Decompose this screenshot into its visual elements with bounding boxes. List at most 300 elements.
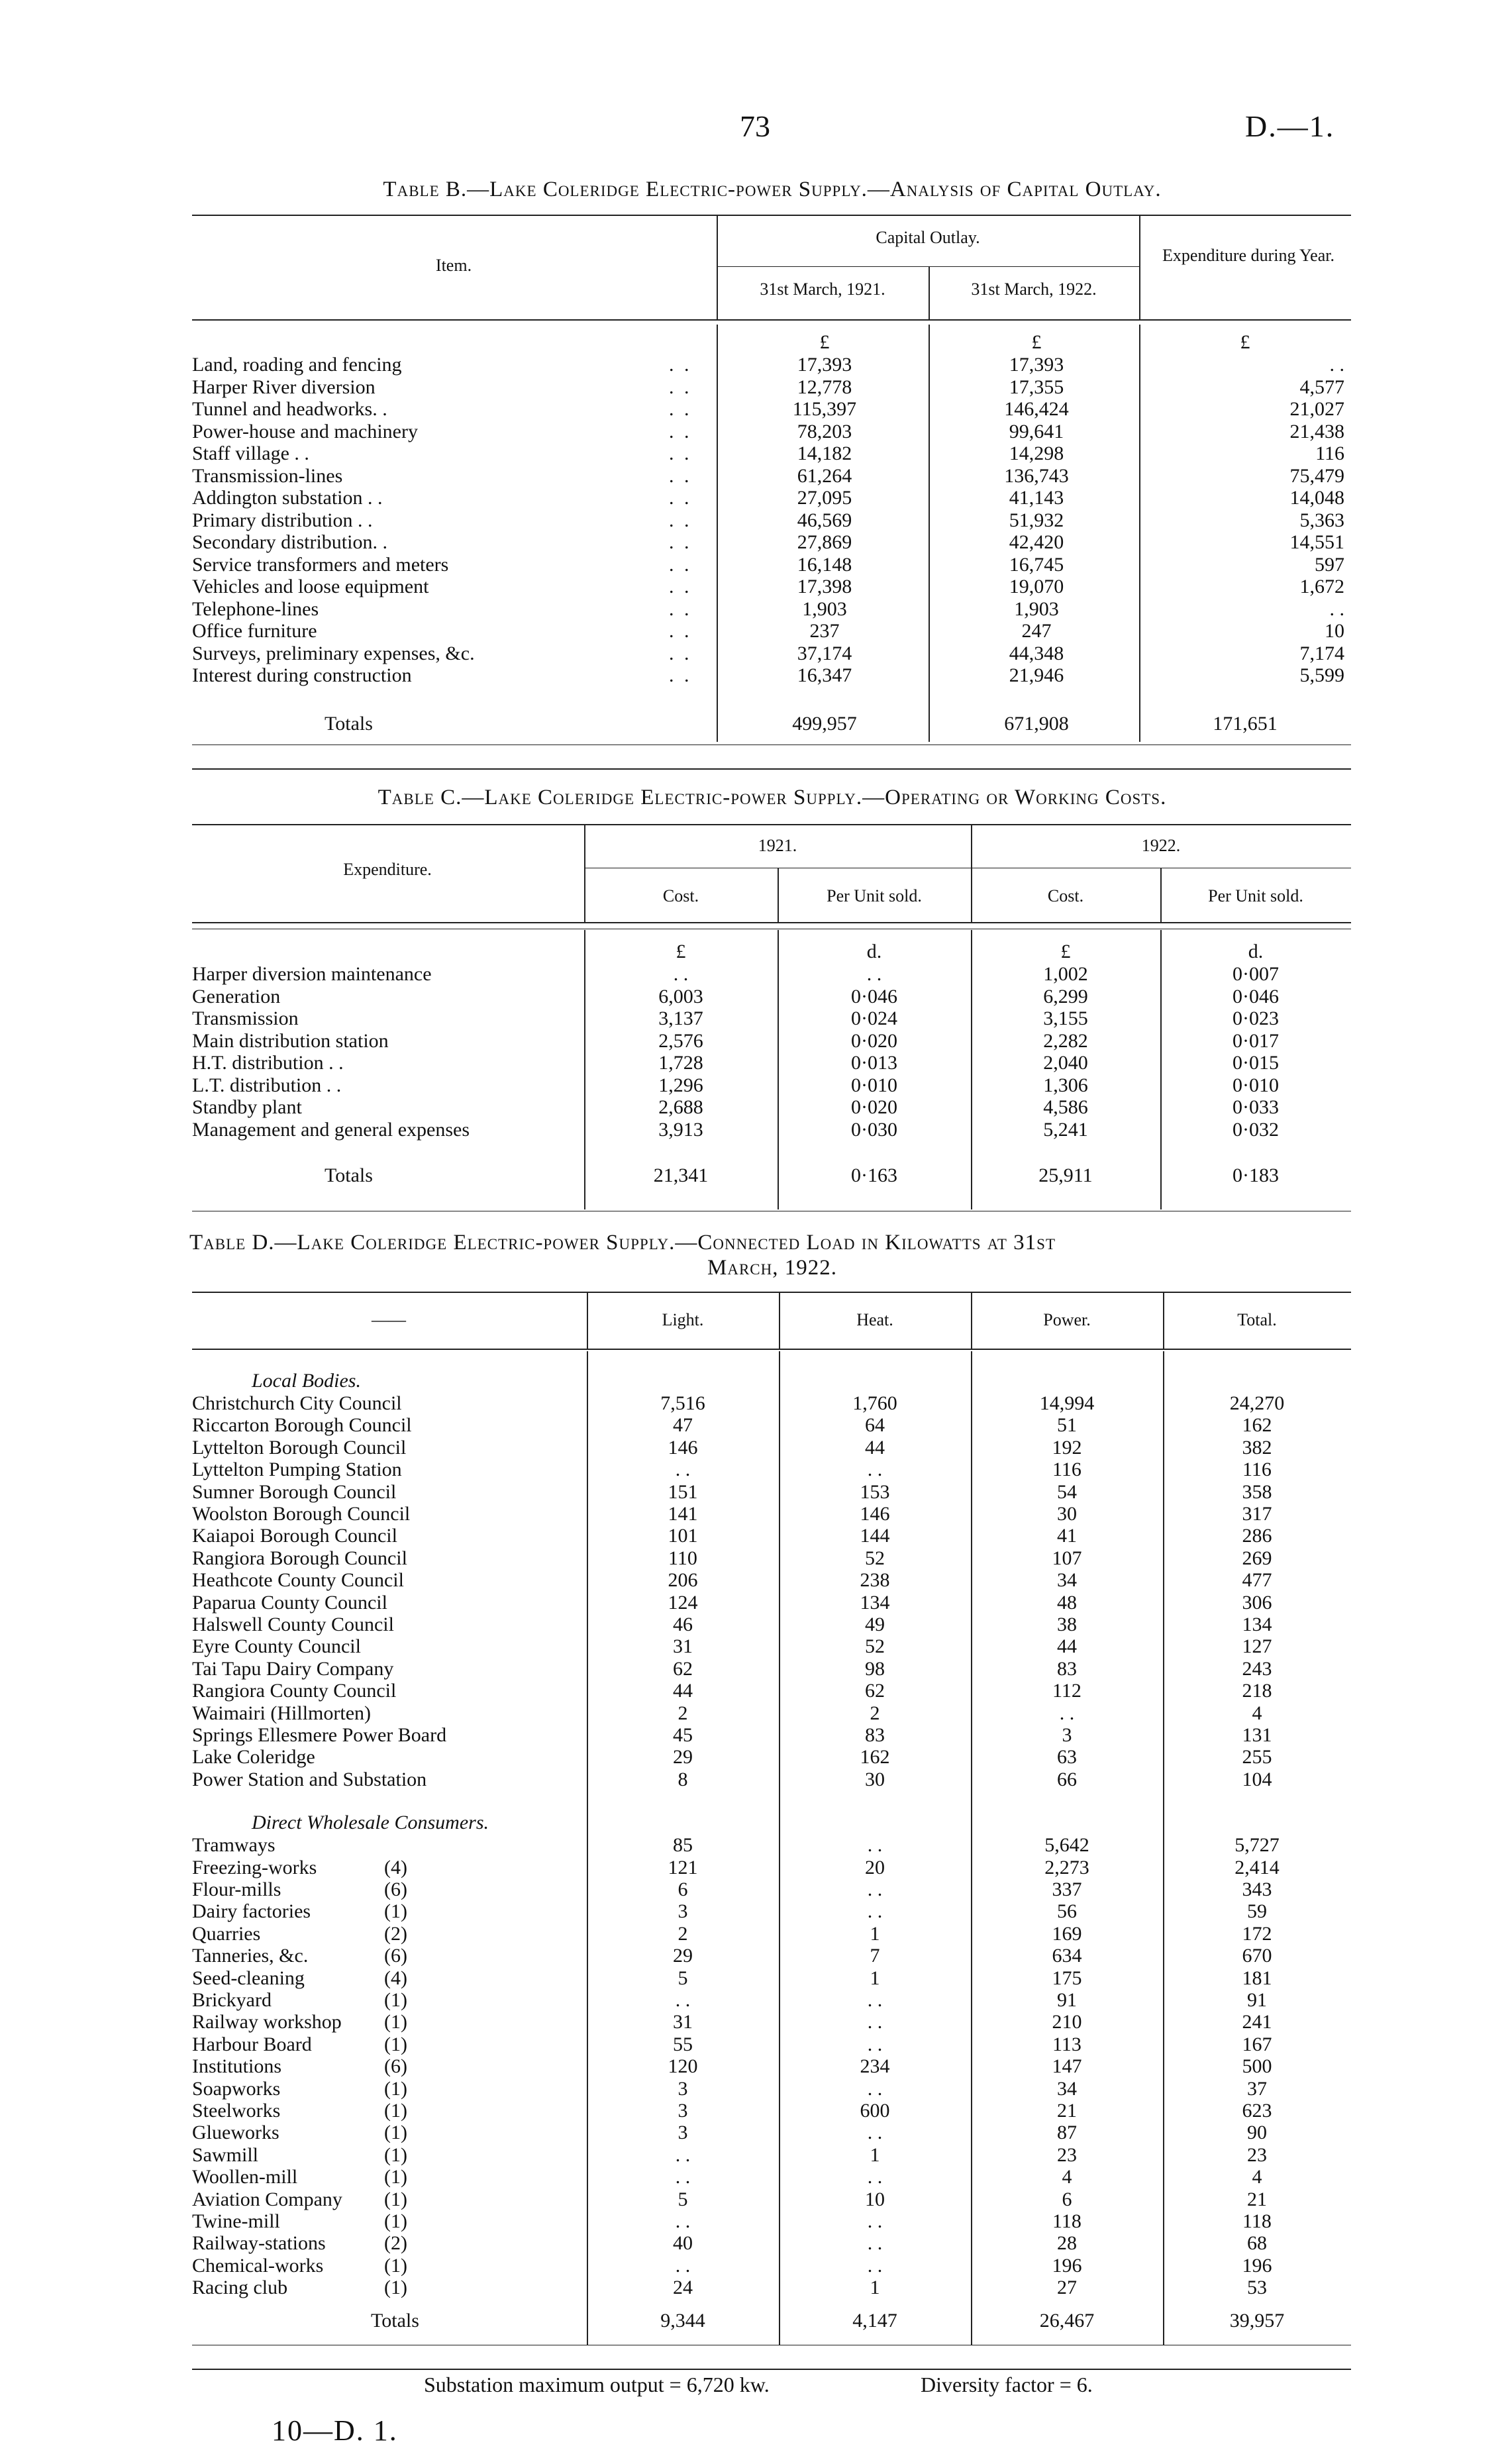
consumer-name: Sawmill [192, 2143, 259, 2166]
table-d-row [192, 2011, 1351, 2033]
table-d-row [192, 2232, 1351, 2255]
heat-value: . . [867, 1878, 883, 1900]
power-value: 21 [1057, 2100, 1077, 2122]
light-value: 44 [673, 1680, 693, 1702]
table-d-row [192, 1834, 1351, 1857]
consumer-count: (1) [384, 2143, 407, 2166]
leader-dots: . . [669, 509, 692, 531]
heat-value: 52 [865, 1635, 885, 1658]
power-value: 34 [1057, 2077, 1077, 2100]
total-value: 196 [1242, 2254, 1272, 2277]
heat-value: . . [867, 1989, 883, 2011]
unit-1922-value: 0·046 [1233, 985, 1279, 1007]
heat-value: 144 [860, 1525, 890, 1547]
row-item-label: Telephone-lines [192, 597, 319, 620]
heat-value: 20 [865, 1856, 885, 1878]
consumer-count: (1) [384, 1900, 407, 1923]
power-value: 175 [1052, 1967, 1082, 1989]
heat-value: 134 [860, 1591, 890, 1614]
table-c-totals-row [192, 1164, 1351, 1187]
total-value: 53 [1247, 2277, 1267, 2299]
capital-1921-value: 115,397 [792, 398, 857, 420]
capital-1922-value: 44,348 [1009, 642, 1064, 664]
capital-1922-value: 16,745 [1009, 553, 1064, 576]
cost-1922-value: 4,586 [1043, 1096, 1088, 1118]
expenditure-value: 4,577 [1299, 376, 1344, 398]
total-value: 172 [1242, 1922, 1272, 1945]
light-value: 55 [673, 2033, 693, 2055]
unit-1921-total: 0·163 [851, 1164, 897, 1186]
total-value: 218 [1242, 1680, 1272, 1702]
row-item-label: Staff village . . [192, 442, 309, 464]
power-value: . . [1059, 1702, 1075, 1724]
cost-1921-value: 3,913 [658, 1118, 703, 1141]
light-value: 62 [673, 1657, 693, 1680]
row-item-label: Service transformers and meters [192, 553, 449, 576]
heat-value: 98 [865, 1657, 885, 1680]
unit-1921-value: 0·013 [851, 1052, 897, 1074]
table-d-row [192, 1635, 1351, 1658]
consumer-count: (2) [384, 1922, 407, 1945]
cost-1922-value: 5,241 [1043, 1118, 1088, 1141]
light-value: . . [675, 1459, 691, 1481]
row-item-label: Land, roading and fencing [192, 354, 402, 376]
heat-value: . . [867, 2254, 883, 2277]
capital-1922-value: 14,298 [1009, 442, 1064, 464]
table-d-header-heat: Heat. [856, 1310, 893, 1329]
table-d-header-total: Total. [1237, 1310, 1277, 1329]
power-value: 147 [1052, 2055, 1082, 2078]
total-value: 382 [1242, 1436, 1272, 1459]
heat-value: . . [867, 2122, 883, 2144]
leader-dots: . . [669, 398, 692, 420]
power-value: 87 [1057, 2122, 1077, 2144]
heat-value: 153 [860, 1480, 890, 1503]
heat-value: 2 [870, 1702, 880, 1724]
unit-1921-value: 0·030 [851, 1118, 897, 1141]
leader-dots: . . [669, 553, 692, 576]
totals-label: Totals [325, 713, 373, 735]
consumer-name: Railway-stations [192, 2232, 326, 2255]
total-value: 37 [1247, 2077, 1267, 2100]
light-value: 3 [678, 2077, 688, 2100]
total-value: 162 [1242, 1414, 1272, 1437]
capital-1922-value: 17,355 [1009, 376, 1064, 398]
table-b-header-capital: Capital Outlay. [876, 228, 980, 247]
light-value: 3 [678, 2122, 688, 2144]
total-value: 286 [1242, 1525, 1272, 1547]
heat-value: 44 [865, 1436, 885, 1459]
consumer-count: (1) [384, 2122, 407, 2144]
consumer-name: Christchurch City Council [192, 1392, 402, 1414]
heat-value: 62 [865, 1680, 885, 1702]
light-value: . . [675, 2166, 691, 2188]
table-c-row [192, 1119, 1351, 1141]
table-d-end-rule [192, 2369, 1351, 2370]
consumer-name: Dairy factories [192, 1900, 311, 1923]
totals-label: Totals [371, 2309, 419, 2332]
light-value: 45 [673, 1724, 693, 1746]
power-value: 51 [1057, 1414, 1077, 1437]
expenditure-value: 116 [1315, 442, 1344, 464]
table-c-row [192, 1007, 1351, 1030]
unit-1921-value: . . [866, 963, 882, 985]
unit-1922-value: 0·007 [1233, 963, 1279, 985]
table-c-row [192, 1030, 1351, 1052]
expenditure-value: 21,027 [1289, 398, 1344, 420]
table-b-row [192, 531, 1351, 554]
power-total: 26,467 [1039, 2309, 1095, 2332]
unit-1922-value: 0·010 [1233, 1074, 1279, 1096]
light-value: 29 [673, 1945, 693, 1967]
table-d-row [192, 1392, 1351, 1415]
table-d-row [192, 1481, 1351, 1504]
light-value: 121 [668, 1856, 698, 1878]
expenditure-value: 14,048 [1289, 487, 1344, 509]
table-d-row [192, 2210, 1351, 2233]
light-value: 40 [673, 2232, 693, 2255]
expenditure-value: 5,363 [1299, 509, 1344, 531]
table-d-row [192, 1614, 1351, 1636]
capital-1921-value: 37,174 [797, 642, 852, 664]
leader-dots: . . [669, 464, 692, 487]
cost-1922-value: 3,155 [1043, 1007, 1088, 1029]
consumer-name: Freezing-works [192, 1856, 317, 1878]
table-d-row [192, 1967, 1351, 1990]
total-value: 68 [1247, 2232, 1267, 2255]
capital-1922-value: 17,393 [1009, 354, 1064, 376]
heat-value: . . [867, 2077, 883, 2100]
heat-value: 146 [860, 1503, 890, 1525]
power-value: 2,273 [1044, 1856, 1089, 1878]
expenditure-value: 7,174 [1299, 642, 1344, 664]
capital-1921-value: 16,347 [797, 664, 852, 686]
expenditure-value: 21,438 [1289, 420, 1344, 442]
table-c-row [192, 986, 1351, 1008]
row-item-label: Generation [192, 985, 281, 1007]
total-value: 343 [1242, 1878, 1272, 1900]
heat-value: 238 [860, 1569, 890, 1592]
capital-1921-value: 61,264 [797, 464, 852, 487]
power-value: 41 [1057, 1525, 1077, 1547]
power-value: 3 [1062, 1724, 1072, 1746]
consumer-count: (1) [384, 2254, 407, 2277]
power-value: 116 [1052, 1459, 1082, 1481]
heat-value: 52 [865, 1547, 885, 1569]
light-value: 2 [678, 1922, 688, 1945]
table-c-header-1921: 1921. [758, 836, 797, 855]
total-value: 131 [1242, 1724, 1272, 1746]
capital-1921-value: 27,869 [797, 531, 852, 553]
cost-1921-value: 2,688 [658, 1096, 703, 1118]
unit-label: d. [866, 941, 882, 962]
heat-value: 1 [870, 1967, 880, 1989]
light-total: 9,344 [660, 2309, 705, 2332]
expenditure-value: 10 [1325, 620, 1344, 642]
total-value: 181 [1242, 1967, 1272, 1989]
light-value: . . [675, 2254, 691, 2277]
unit-label: £ [1031, 331, 1042, 353]
table-d-row [192, 2078, 1351, 2100]
total-value: 2,414 [1234, 1856, 1280, 1878]
unit-label: £ [1240, 331, 1250, 353]
power-value: 28 [1057, 2232, 1077, 2255]
consumer-name: Railway workshop [192, 2011, 342, 2033]
unit-1921-value: 0·024 [851, 1007, 897, 1029]
row-item-label: Harper diversion maintenance [192, 963, 432, 985]
light-value: . . [675, 2210, 691, 2232]
consumer-name: Racing club [192, 2277, 288, 2299]
light-value: 29 [673, 1746, 693, 1769]
unit-1921-value: 0·020 [851, 1029, 897, 1052]
table-d-row [192, 1569, 1351, 1592]
power-value: 48 [1057, 1591, 1077, 1614]
power-value: 118 [1052, 2210, 1082, 2232]
capital-1922-value: 21,946 [1009, 664, 1064, 686]
table-d-row [192, 1414, 1351, 1437]
capital-1921-value: 16,148 [797, 553, 852, 576]
power-value: 112 [1052, 1680, 1082, 1702]
table-d-row [192, 1878, 1351, 1901]
table-d-section-local: Local Bodies. [252, 1370, 361, 1392]
table-d-row [192, 1525, 1351, 1547]
consumer-count: (2) [384, 2232, 407, 2255]
row-item-label: Harper River diversion [192, 376, 376, 398]
consumer-name: Institutions [192, 2055, 282, 2078]
capital-1922-value: 51,932 [1009, 509, 1064, 531]
expenditure-value: 5,599 [1299, 664, 1344, 686]
consumer-name: Lyttelton Borough Council [192, 1436, 407, 1459]
total-value: 24,270 [1229, 1392, 1285, 1414]
consumer-name: Tai Tapu Dairy Company [192, 1657, 394, 1680]
power-value: 83 [1057, 1657, 1077, 1680]
capital-1922-value: 19,070 [1009, 576, 1064, 597]
power-value: 66 [1057, 1768, 1077, 1790]
table-d-row [192, 1945, 1351, 1967]
table-b-row [192, 398, 1351, 421]
table-d-row [192, 1769, 1351, 1791]
consumer-name: Rangiora Borough Council [192, 1547, 407, 1569]
table-b-top-rule [192, 215, 1351, 216]
unit-1921-value: 0·046 [851, 985, 897, 1007]
unit-1922-value: 0·017 [1233, 1029, 1279, 1052]
consumer-name: Aviation Company [192, 2188, 342, 2210]
table-d-top-rule [192, 1292, 1351, 1293]
total-value: 255 [1242, 1746, 1272, 1769]
total-value: 91 [1247, 1989, 1267, 2011]
cost-1922-value: 1,306 [1043, 1074, 1088, 1096]
table-d-row [192, 1923, 1351, 1945]
cost-1921-value: 1,296 [658, 1074, 703, 1096]
light-value: 110 [668, 1547, 697, 1569]
table-d-row [192, 1900, 1351, 1923]
light-value: 2 [678, 1702, 688, 1724]
cost-1921-value: 1,728 [658, 1052, 703, 1074]
light-value: 3 [678, 2100, 688, 2122]
unit-label: d. [1248, 941, 1264, 962]
heat-value: . . [867, 2232, 883, 2255]
table-d-row [192, 1437, 1351, 1459]
heat-value: 1 [870, 2277, 880, 2299]
consumer-name: Eyre County Council [192, 1635, 361, 1658]
heat-value: 162 [860, 1746, 890, 1769]
total-value: 358 [1242, 1480, 1272, 1503]
unit-1922-total: 0·183 [1233, 1164, 1279, 1186]
table-c-header-rule [192, 922, 1351, 923]
consumer-name: Soapworks [192, 2077, 281, 2100]
total-value: 59 [1247, 1900, 1267, 1923]
substation-output-note: Substation maximum output = 6,720 kw. [424, 2373, 770, 2396]
power-value: 44 [1057, 1635, 1077, 1658]
power-value: 56 [1057, 1900, 1077, 1923]
table-c-top-rule [192, 824, 1351, 825]
row-item-label: Interest during construction [192, 664, 412, 686]
table-b-title: Table B.—Lake Coleridge Electric-power Supply.—Analysis of Capital Outlay. [383, 178, 1162, 201]
table-d-row [192, 2277, 1351, 2299]
consumer-count: (1) [384, 2166, 407, 2188]
total-value: 104 [1242, 1768, 1272, 1790]
capital-1922-value: 146,424 [1004, 398, 1069, 420]
consumer-name: Flour-mills [192, 1878, 281, 1900]
expenditure-value: 14,551 [1289, 531, 1344, 553]
row-item-label: Secondary distribution. . [192, 531, 387, 553]
row-item-label: L.T. distribution . . [192, 1074, 342, 1096]
consumer-name: Steelworks [192, 2100, 281, 2122]
table-b-row [192, 576, 1351, 598]
table-b-header-1921: 31st March, 1921. [760, 280, 885, 299]
total-value: 623 [1242, 2100, 1272, 2122]
capital-1921-value: 27,095 [797, 487, 852, 509]
power-value: 54 [1057, 1480, 1077, 1503]
consumer-name: Seed-cleaning [192, 1967, 305, 1989]
consumer-count: (1) [384, 2188, 407, 2210]
capital-1921-value: 14,182 [797, 442, 852, 464]
table-b-row [192, 598, 1351, 621]
total-value: 269 [1242, 1547, 1272, 1569]
row-item-label: Transmission-lines [192, 464, 343, 487]
table-b-end-rule [192, 768, 1351, 770]
power-value: 38 [1057, 1614, 1077, 1635]
table-d-header-blank: —— [372, 1310, 406, 1329]
table-b-row [192, 487, 1351, 509]
consumer-name: Heathcote County Council [192, 1569, 404, 1592]
light-value: 5 [678, 1967, 688, 1989]
heat-value: 234 [860, 2055, 890, 2078]
light-value: 3 [678, 1900, 688, 1923]
consumer-count: (6) [384, 2055, 407, 2078]
row-item-label: Addington substation . . [192, 487, 383, 509]
total-value: 134 [1242, 1614, 1272, 1635]
table-d-row [192, 2188, 1351, 2211]
expenditure-total: 171,651 [1213, 713, 1278, 735]
total-value: 127 [1242, 1635, 1272, 1658]
unit-label: £ [676, 941, 686, 962]
consumer-count: (6) [384, 1945, 407, 1967]
row-item-label: Office furniture [192, 620, 317, 642]
consumer-name: Springs Ellesmere Power Board [192, 1724, 447, 1746]
light-value: 141 [668, 1503, 698, 1525]
table-d-row [192, 1680, 1351, 1702]
heat-value: 30 [865, 1768, 885, 1790]
consumer-count: (1) [384, 2033, 407, 2055]
capital-1921-value: 17,393 [797, 354, 852, 376]
heat-value: . . [867, 1459, 883, 1481]
leader-dots: . . [669, 664, 692, 686]
power-value: 210 [1052, 2011, 1082, 2033]
total-value: 241 [1242, 2011, 1272, 2033]
consumer-name: Halswell County Council [192, 1614, 394, 1635]
cost-1921-value: . . [673, 963, 689, 985]
power-value: 634 [1052, 1945, 1082, 1967]
light-value: 124 [668, 1591, 698, 1614]
table-d-row [192, 2166, 1351, 2188]
light-value: . . [675, 1989, 691, 2011]
power-value: 30 [1057, 1503, 1077, 1525]
table-d-row [192, 1658, 1351, 1680]
heat-value: 600 [860, 2100, 890, 2122]
power-value: 27 [1057, 2277, 1077, 2299]
power-value: 23 [1057, 2143, 1077, 2166]
capital-1922-value: 247 [1021, 620, 1052, 642]
leader-dots: . . [669, 354, 692, 376]
total-value: 118 [1242, 2210, 1272, 2232]
consumer-name: Tanneries, &c. [192, 1945, 309, 1967]
consumer-count: (1) [384, 2277, 407, 2299]
consumer-count: (4) [384, 1967, 407, 1989]
heat-value: 1 [870, 1922, 880, 1945]
table-d-row [192, 1503, 1351, 1525]
capital-1921-value: 237 [809, 620, 840, 642]
light-value: 6 [678, 1878, 688, 1900]
consumer-name: Rangiora County Council [192, 1680, 397, 1702]
power-value: 196 [1052, 2254, 1082, 2277]
total-value: 670 [1242, 1945, 1272, 1967]
expenditure-value: . . [1329, 354, 1344, 376]
consumer-count: (1) [384, 2011, 407, 2033]
light-value: 31 [673, 1635, 693, 1658]
cost-1921-value: 6,003 [658, 985, 703, 1007]
expenditure-value: 75,479 [1289, 464, 1344, 487]
power-value: 6 [1062, 2188, 1072, 2210]
light-value: 7,516 [660, 1392, 705, 1414]
table-d-header-power: Power. [1043, 1310, 1091, 1329]
table-d-title-line2: March, 1922. [707, 1256, 837, 1280]
heat-value: 1 [870, 2143, 880, 2166]
table-d-row [192, 1547, 1351, 1570]
light-value: 24 [673, 2277, 693, 2299]
table-c-row [192, 1052, 1351, 1074]
total-value: 90 [1247, 2122, 1267, 2144]
leader-dots: . . [669, 620, 692, 642]
expenditure-value: . . [1329, 597, 1344, 620]
table-d-row [192, 1724, 1351, 1747]
unit-1922-value: 0·032 [1233, 1118, 1279, 1141]
table-d-header-light: Light. [662, 1310, 704, 1329]
heat-total: 4,147 [852, 2309, 897, 2332]
expenditure-value: 1,672 [1299, 576, 1344, 597]
table-b-row [192, 554, 1351, 576]
table-b-bottom-rule [192, 744, 1351, 745]
table-b-row [192, 664, 1351, 687]
table-d-row [192, 1989, 1351, 2012]
light-value: 5 [678, 2188, 688, 2210]
row-item-label: Standby plant [192, 1096, 302, 1118]
table-d-row [192, 2144, 1351, 2167]
unit-1921-value: 0·010 [851, 1074, 897, 1096]
table-d-header-rule [192, 1349, 1351, 1350]
consumer-name: Kaiapoi Borough Council [192, 1525, 397, 1547]
consumer-name: Tramways [192, 1834, 276, 1857]
